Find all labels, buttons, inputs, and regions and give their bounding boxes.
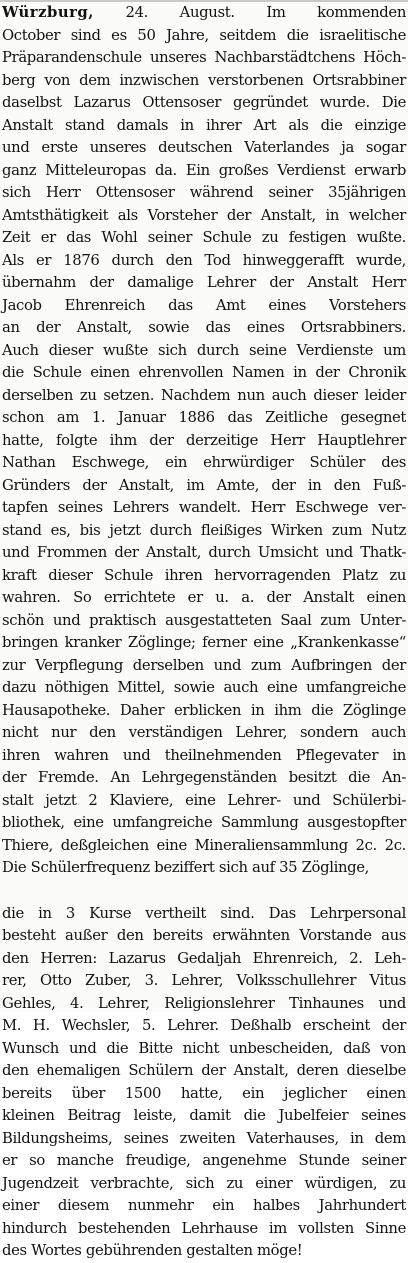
- text-line: [2, 205, 406, 228]
- line-text: Die Schülerfrequenz beziffert sich auf 35 Zöglinge,: [2, 859, 370, 876]
- line-text: Thiere, deßgleichen eine Mineraliensammlung 2c. 2c.: [2, 836, 406, 854]
- line-text: einer diesem nunmehr ein halbes Jahrhundert: [2, 1197, 406, 1214]
- line-text: Nathan Eschwege, ein ehrwürdiger Schüler des: [2, 454, 406, 471]
- line-text: er so manche freudige, angenehme Stunde seiner: [2, 1152, 406, 1169]
- line-text: Auch dieser wußte sich durch seine Verdienste um: [2, 341, 406, 359]
- text-line: [2, 160, 406, 183]
- text-line: [2, 565, 406, 588]
- text-line: [2, 542, 406, 565]
- line-text: die Schule einen ehrenvollen Namen in der Chronik: [2, 364, 406, 381]
- line-text: der Fremde. An Lehrgegenständen besitzt die An-: [2, 769, 406, 786]
- line-text: Bildungsheims, seines zweiten Vaterhauses, in dem: [2, 1129, 406, 1147]
- text-line: [2, 497, 406, 520]
- text-line: [2, 632, 406, 655]
- text-line: [2, 722, 406, 745]
- text-line: [2, 407, 406, 430]
- text-line: [2, 227, 406, 250]
- line-text: ganz Mitteleuropas da. Ein großes Verdienst erwarb: [2, 161, 406, 179]
- line-text: und Frommen der Anstalt, durch Umsicht und Thatk-: [2, 544, 406, 561]
- text-line: [2, 385, 406, 408]
- text-line: [2, 295, 406, 318]
- text-line: [2, 812, 406, 835]
- text-line: [2, 925, 406, 948]
- line-text: zur Verpflegung derselben und zum Aufbringen der: [2, 656, 406, 674]
- line-text: Hausapotheke. Daher erblicken in ihm die Zöglinge: [2, 701, 406, 719]
- text-line: [2, 70, 406, 93]
- text-line: [2, 182, 406, 205]
- line-text: ihren wahren und theilnehmenden Pflegevater in: [2, 746, 406, 764]
- text-line: [2, 1173, 406, 1196]
- line-text: Jacob Ehrenreich das Amt eines Vorstehers: [2, 296, 406, 314]
- line-text: Anstalt stand damals in ihrer Art als die einzige: [2, 116, 406, 134]
- text-line: [2, 475, 406, 498]
- text-line: [2, 655, 406, 678]
- line-text: die in 3 Kurse vertheilt sind. Das Lehrpersonal: [2, 904, 406, 922]
- text-line: [2, 790, 406, 813]
- line-text: M. H. Wechsler, 5. Lehrer. Deßhalb erscheint der: [2, 1017, 406, 1034]
- text-line: [2, 587, 406, 610]
- text-line: [2, 2, 406, 25]
- line-text: besteht außer den bereits erwähnten Vorstande aus: [2, 927, 406, 944]
- dateline: Würzburg,: [2, 4, 94, 21]
- text-line: [2, 857, 406, 880]
- article-body: [2, 2, 406, 1263]
- line-text: dazu nöthigen Mittel, sowie auch eine umfangreiche: [2, 679, 406, 696]
- text-line: [2, 1038, 406, 1061]
- line-text: nicht nur den verständigen Lehrer, sondern auch: [2, 724, 406, 741]
- line-text: hatte, folgte ihm der derzeitige Herr Hauptlehrer: [2, 431, 406, 449]
- text-line: [2, 137, 406, 160]
- line-text: den ehemaligen Schülern der Anstalt, deren dieselbe: [2, 1062, 406, 1079]
- text-line: [2, 250, 406, 273]
- text-line: [2, 1105, 406, 1128]
- line-text: schön und praktisch ausgestatteten Saal zum Unter-: [2, 611, 406, 629]
- text-line: [2, 903, 406, 926]
- line-text: stand es, bis jetzt durch fleißiges Wirken zum Nutz: [2, 521, 406, 539]
- line-text: den Herren: Lazarus Gedaljah Ehrenreich, 2. Leh-: [2, 949, 406, 967]
- line-text: October sind es 50 Jahre, seitdem die israelitische: [2, 26, 406, 44]
- line-text: kraft dieser Schule ihren hervorragenden Platz zu: [2, 566, 406, 584]
- text-line: [2, 47, 406, 70]
- line-text: Gehles, 4. Lehrer, Religionslehrer Tinhaunes und: [2, 994, 406, 1012]
- line-text: rer, Otto Zuber, 3. Lehrer, Volksschullehrer Vitus: [2, 972, 406, 989]
- line-text: Jugendzeit verbrachte, sich zu einer würdigen, zu: [2, 1174, 406, 1192]
- line-text: Amtsthätigkeit als Vorsteher der Anstalt, in welcher: [2, 206, 406, 224]
- line-text: schon am 1. Januar 1886 das Zeitliche gesegnet: [2, 409, 406, 426]
- text-line: [2, 115, 406, 138]
- text-line: [2, 340, 406, 363]
- line-text: Wunsch und die Bitte nicht unbescheiden, daß von: [2, 1039, 406, 1057]
- line-text: an der Anstalt, sowie das eines Ortsrabbiners.: [2, 319, 406, 336]
- line-text: daselbst Lazarus Ottensoser gegründet wurde. Die: [2, 94, 406, 111]
- line-text: kleinen Beitrag leiste, damit die Jubelfeier seines: [2, 1107, 406, 1124]
- text-line: [2, 272, 406, 295]
- paragraph-gap: [2, 880, 406, 903]
- line-text: bliothek, eine umfangreiche Sammlung ausgestopfter: [2, 814, 406, 831]
- line-text: hindurch bestehenden Lehrhause im vollsten Sinne: [2, 1219, 406, 1237]
- text-line: [2, 25, 406, 48]
- text-line: [2, 745, 406, 768]
- text-line: [2, 767, 406, 790]
- text-line: [2, 1083, 406, 1106]
- text-line: [2, 452, 406, 475]
- line-text: Zeit er das Wohl seiner Schule zu festigen wußte.: [2, 229, 406, 246]
- line-text: stalt jetzt 2 Klaviere, eine Lehrer- und Schülerbi-: [2, 791, 406, 809]
- text-line: [2, 835, 406, 858]
- text-line: [2, 1218, 406, 1241]
- line-text: wahren. So errichtete er u. a. der Anstalt einen: [2, 589, 406, 606]
- line-text: derselben zu setzen. Nachdem nun auch dieser leider: [2, 386, 406, 404]
- text-line: [2, 610, 406, 633]
- line-text: bereits über 1500 hatte, ein jeglicher einen: [2, 1084, 406, 1102]
- text-line: [2, 700, 406, 723]
- text-line: [2, 970, 406, 993]
- line-text: berg von dem inzwischen verstorbenen Ortsrabbiner: [2, 71, 406, 89]
- first-paragraph: [2, 2, 406, 880]
- text-line: [2, 948, 406, 971]
- line-text: tapfen seines Lehrers wandelt. Herr Eschwege ver-: [2, 499, 406, 516]
- text-line: [2, 430, 406, 453]
- text-line: [2, 993, 406, 1016]
- line-text: bringen kranker Zöglinge; ferner eine „Krankenkasse“: [2, 634, 406, 651]
- text-line: [2, 677, 406, 700]
- text-line: [2, 92, 406, 115]
- line-text: 24. August. Im kommenden: [93, 4, 406, 21]
- line-text: Präparandenschule unseres Nachbarstädtchens Höch-: [2, 49, 406, 66]
- line-text: sich Herr Ottensoser während seiner 35jährigen: [2, 184, 406, 201]
- second-paragraph: [2, 903, 406, 1263]
- text-line: [2, 1060, 406, 1083]
- text-line: [2, 1240, 406, 1263]
- text-line: [2, 362, 406, 385]
- text-line: [2, 1128, 406, 1151]
- text-line: [2, 317, 406, 340]
- line-text: und erste unseres deutschen Vaterlandes ja sogar: [2, 139, 406, 156]
- line-text: Gründers der Anstalt, im Amte, der in den Fuß-: [2, 476, 406, 494]
- text-line: [2, 1195, 406, 1218]
- text-line: [2, 1015, 406, 1038]
- line-text: Als er 1876 durch den Tod hinweggerafft wurde,: [2, 251, 406, 269]
- text-line: [2, 520, 406, 543]
- text-line: [2, 1150, 406, 1173]
- line-text: übernahm der damalige Lehrer der Anstalt Herr: [2, 274, 406, 291]
- line-text: des Wortes gebührenden gestalten möge!: [2, 1242, 303, 1259]
